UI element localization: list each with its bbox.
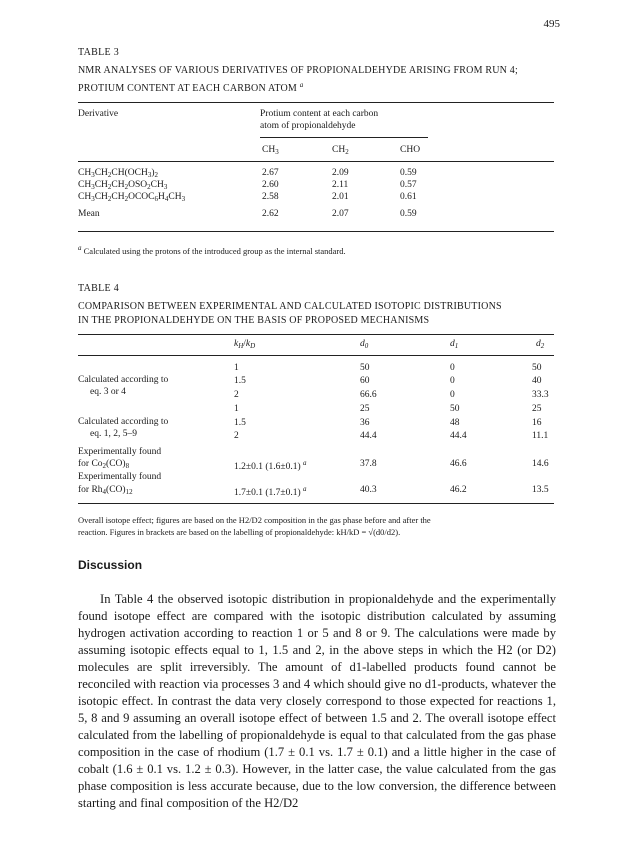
table-4-g1-r1-d1: 0: [450, 363, 455, 373]
table-3-row-1-cho: 0.59: [400, 168, 417, 178]
table-4-g1-r2-d1: 0: [450, 376, 455, 386]
table-4-group-2-label-line1: Calculated according to: [78, 417, 169, 427]
page-number: 495: [543, 18, 560, 30]
table-3-caption-note: a: [299, 81, 304, 89]
table-4-group-2-label-line2: eq. 1, 2, 5–9: [90, 429, 137, 439]
table-3-col-ch3: [262, 145, 279, 156]
table-4-header-slash: /: [243, 339, 246, 349]
table-4-header-d2: [536, 339, 544, 350]
table-4-group-1-label-line1: Calculated according to: [78, 375, 169, 385]
table-4-header-rule: [78, 355, 554, 356]
table-4-header-d2-sub: 2: [540, 342, 545, 350]
table-4-exp-rh-d2: 13.5: [532, 485, 549, 495]
table-3-mean-ch2: 2.07: [332, 209, 349, 219]
table-4-g2-r1-khkd: 1: [234, 404, 239, 414]
table-4-bottom-rule: [78, 503, 554, 504]
table-4-g2-r2-d1: 48: [450, 418, 460, 428]
table-4-exp-rh-d0: 40.3: [360, 485, 377, 495]
table-4-header-d2-text: d: [536, 339, 541, 349]
table-3-body: [78, 103, 554, 231]
table-4-g1-r1-khkd: 1: [234, 363, 239, 373]
table-4-header-d1-text: d: [450, 339, 455, 349]
table-4-exp-co-d1: 46.6: [450, 459, 467, 469]
table-4-group-1-label-line2: eq. 3 or 4: [90, 387, 126, 397]
table-4-header-d0-text: d: [360, 339, 365, 349]
table-4-exp-rh-khkd-value: 1.7±0.1 (1.7±0.1): [234, 488, 301, 498]
table-3-col-ch2: [332, 145, 349, 156]
table-3-col-ch3-sub: 3: [275, 148, 279, 156]
table-3-footnote-mark: a: [78, 244, 82, 252]
table-3-header-derivative: Derivative: [78, 109, 119, 119]
discussion-body: [78, 591, 556, 812]
table-4-g2-r1-d2: 25: [532, 404, 542, 414]
table-3-group-rule: [260, 137, 428, 138]
table-3-mean-ch3: 2.62: [262, 209, 279, 219]
table-4-exp-co-d0: 37.8: [360, 459, 377, 469]
table-3-row-3-cho: 0.61: [400, 192, 417, 202]
table-4-caption-line2: IN THE PROPIONALDEHYDE ON THE BASIS OF PROPOSED MECHANISMS: [78, 315, 430, 326]
table-3-mean-label: Mean: [78, 209, 100, 219]
discussion-paragraph: In Table 4 the observed isotopic distribution in propionaldehyde and the experimentally found isotope effect are compared with the isotopic distribution calculated by assuming hydrogen activation according to reaction 1 or 5 and 8 or 9. The calculations were made by assuming isotopic effects equal to 1, 1.5 and 2, in the above steps in which the H2 (or D2) molecules are split irreversibly. The amount of d1-labelled products found cannot be reconciled with reaction via processes 3 and 4 which should give no d1-products, whatever the isotopic effect. In contrast the data very closely correspond to those expected for reactions 1, 5, 8 and 9 assuming an overall isotope effect of between 1.5 and 2. The overall isotope effect calculated from the labelling of propionaldehyde is equal to that calculated from the gas phase composition in the case of rhodium (1.7 ± 0.1 vs. 1.7 ± 0.1) and a little higher in the case of cobalt (1.6 ± 0.1 vs. 1.2 ± 0.3). However, in the latter case, the value calculated from the gas phase composition is less accurate because, due to the low conversion, the difference between starting and final composition of the H2/D2: [78, 592, 556, 810]
table-3-row-3-ch3: 2.58: [262, 192, 279, 202]
table-4-label: TABLE 4: [78, 283, 120, 294]
table-4-header-d1-sub: 1: [454, 342, 459, 350]
table-4-exp-co-khkd: [234, 459, 307, 472]
table-4-header-d0-sub: 0: [364, 342, 369, 350]
table-4-g2-r3-d1: 44.4: [450, 431, 467, 441]
table-4-exp-rh-note: a: [303, 485, 307, 493]
table-4-g1-r3-d2: 33.3: [532, 390, 549, 400]
table-3-col-ch2-sub: 2: [345, 148, 349, 156]
table-3-row-2-ch3: 2.60: [262, 180, 279, 190]
table-4-g1-r3-d0: 66.6: [360, 390, 377, 400]
table-3-col-ch2-text: CH: [332, 145, 346, 155]
table-4-g2-r1-d0: 25: [360, 404, 370, 414]
table-4-g1-r1-d2: 50: [532, 363, 542, 373]
table-3-bottom-rule: [78, 231, 554, 232]
table-4-exp-co-khkd-value: 1.2±0.1 (1.6±0.1): [234, 462, 301, 472]
table-4-g2-r1-d1: 50: [450, 404, 460, 414]
table-4-g2-r2-d2: 16: [532, 418, 542, 428]
table-3-caption-text: NMR ANALYSES OF VARIOUS DERIVATIVES OF PROPIONALDEHYDE ARISING FROM RUN 4; PROTIUM CONTENT AT EACH CARBON ATOM: [78, 65, 518, 94]
table-3-label: TABLE 3: [78, 47, 120, 58]
table-3-row-1-ch2: 2.09: [332, 168, 349, 178]
table-3-col-cho: CHO: [400, 145, 421, 155]
table-4-footnote-line1: Overall isotope effect; figures are based on the H2/D2 composition in the gas phase before and after the: [78, 515, 431, 525]
table-4-header-d0: [360, 339, 368, 350]
table-3-row-2-derivative: $CH_3CH_2CH_2OSO_2CH_3$: [78, 180, 168, 191]
table-4-footnote-line2: reaction. Figures in brackets are based on the labelling of propionaldehyde: kH/kD = √(d0/d2).: [78, 527, 401, 537]
table-4: [78, 283, 554, 538]
table-4-exp-rh-line1: Experimentally found: [78, 472, 162, 482]
table-4-g1-r3-khkd: 2: [234, 390, 239, 400]
table-4-exp-co-line2: for $Co_2(CO)_8$: [78, 459, 130, 470]
table-4-header-khkd: [234, 339, 255, 350]
table-4-g2-r2-d0: 36: [360, 418, 370, 428]
table-4-exp-co-line1: Experimentally found: [78, 447, 162, 457]
table-4-header-d1: [450, 339, 458, 350]
table-4-g1-r3-d1: 0: [450, 390, 455, 400]
table-4-header-kh: k: [234, 339, 239, 349]
table-4-exp-co-d2: 14.6: [532, 459, 549, 469]
table-4-header-kd: k: [245, 339, 251, 349]
table-4-caption: [78, 300, 554, 328]
table-3-header-rule: [78, 161, 554, 162]
table-4-header-kh-sub: H: [238, 342, 244, 350]
table-3-footnote-text: Calculated using the protons of the introduced group as the internal standard.: [83, 246, 346, 256]
table-4-footnote: [78, 514, 554, 538]
table-4-g2-r2-khkd: 1.5: [234, 418, 246, 428]
table-3-row-1-derivative: $CH_3CH_2CH(OCH_3)_2$: [78, 168, 158, 179]
table-3-header-group-line2: atom of propionaldehyde: [260, 121, 356, 131]
table-3-row-3-derivative: $CH_3CH_2CH_2OCOC_6H_4CH_3$: [78, 192, 186, 203]
table-3-row-3-ch2: 2.01: [332, 192, 349, 202]
table-4-exp-rh-khkd: [234, 485, 307, 498]
table-3-header-group-line1: Protium content at each carbon: [260, 109, 379, 119]
table-4-exp-rh-line2: for $Rh_4(CO)_{12}$: [78, 485, 133, 496]
table-4-g1-r2-d2: 40: [532, 376, 542, 386]
table-3-row-2-cho: 0.57: [400, 180, 417, 190]
table-4-g2-r3-d2: 11.1: [532, 431, 549, 441]
table-4-g2-r3-d0: 44.4: [360, 431, 377, 441]
table-3-caption: [78, 64, 554, 96]
table-3-footnote: [78, 242, 554, 257]
table-4-caption-line1: COMPARISON BETWEEN EXPERIMENTAL AND CALCULATED ISOTOPIC DISTRIBUTIONS: [78, 301, 502, 312]
table-3-row-2-ch2: 2.11: [332, 180, 349, 190]
table-3: [78, 47, 554, 257]
table-4-g2-r3-khkd: 2: [234, 431, 239, 441]
table-4-g1-r2-d0: 60: [360, 376, 370, 386]
table-4-exp-co-note: a: [303, 459, 307, 467]
discussion-heading: Discussion: [78, 558, 143, 572]
table-3-mean-cho: 0.59: [400, 209, 417, 219]
table-4-body: [78, 335, 554, 503]
table-4-exp-rh-d1: 46.2: [450, 485, 467, 495]
table-3-row-1-ch3: 2.67: [262, 168, 279, 178]
table-4-header-kd-sub: D: [250, 342, 256, 350]
table-4-g1-r2-khkd: 1.5: [234, 376, 246, 386]
table-3-col-ch3-text: CH: [262, 145, 276, 155]
table-4-g1-r1-d0: 50: [360, 363, 370, 373]
